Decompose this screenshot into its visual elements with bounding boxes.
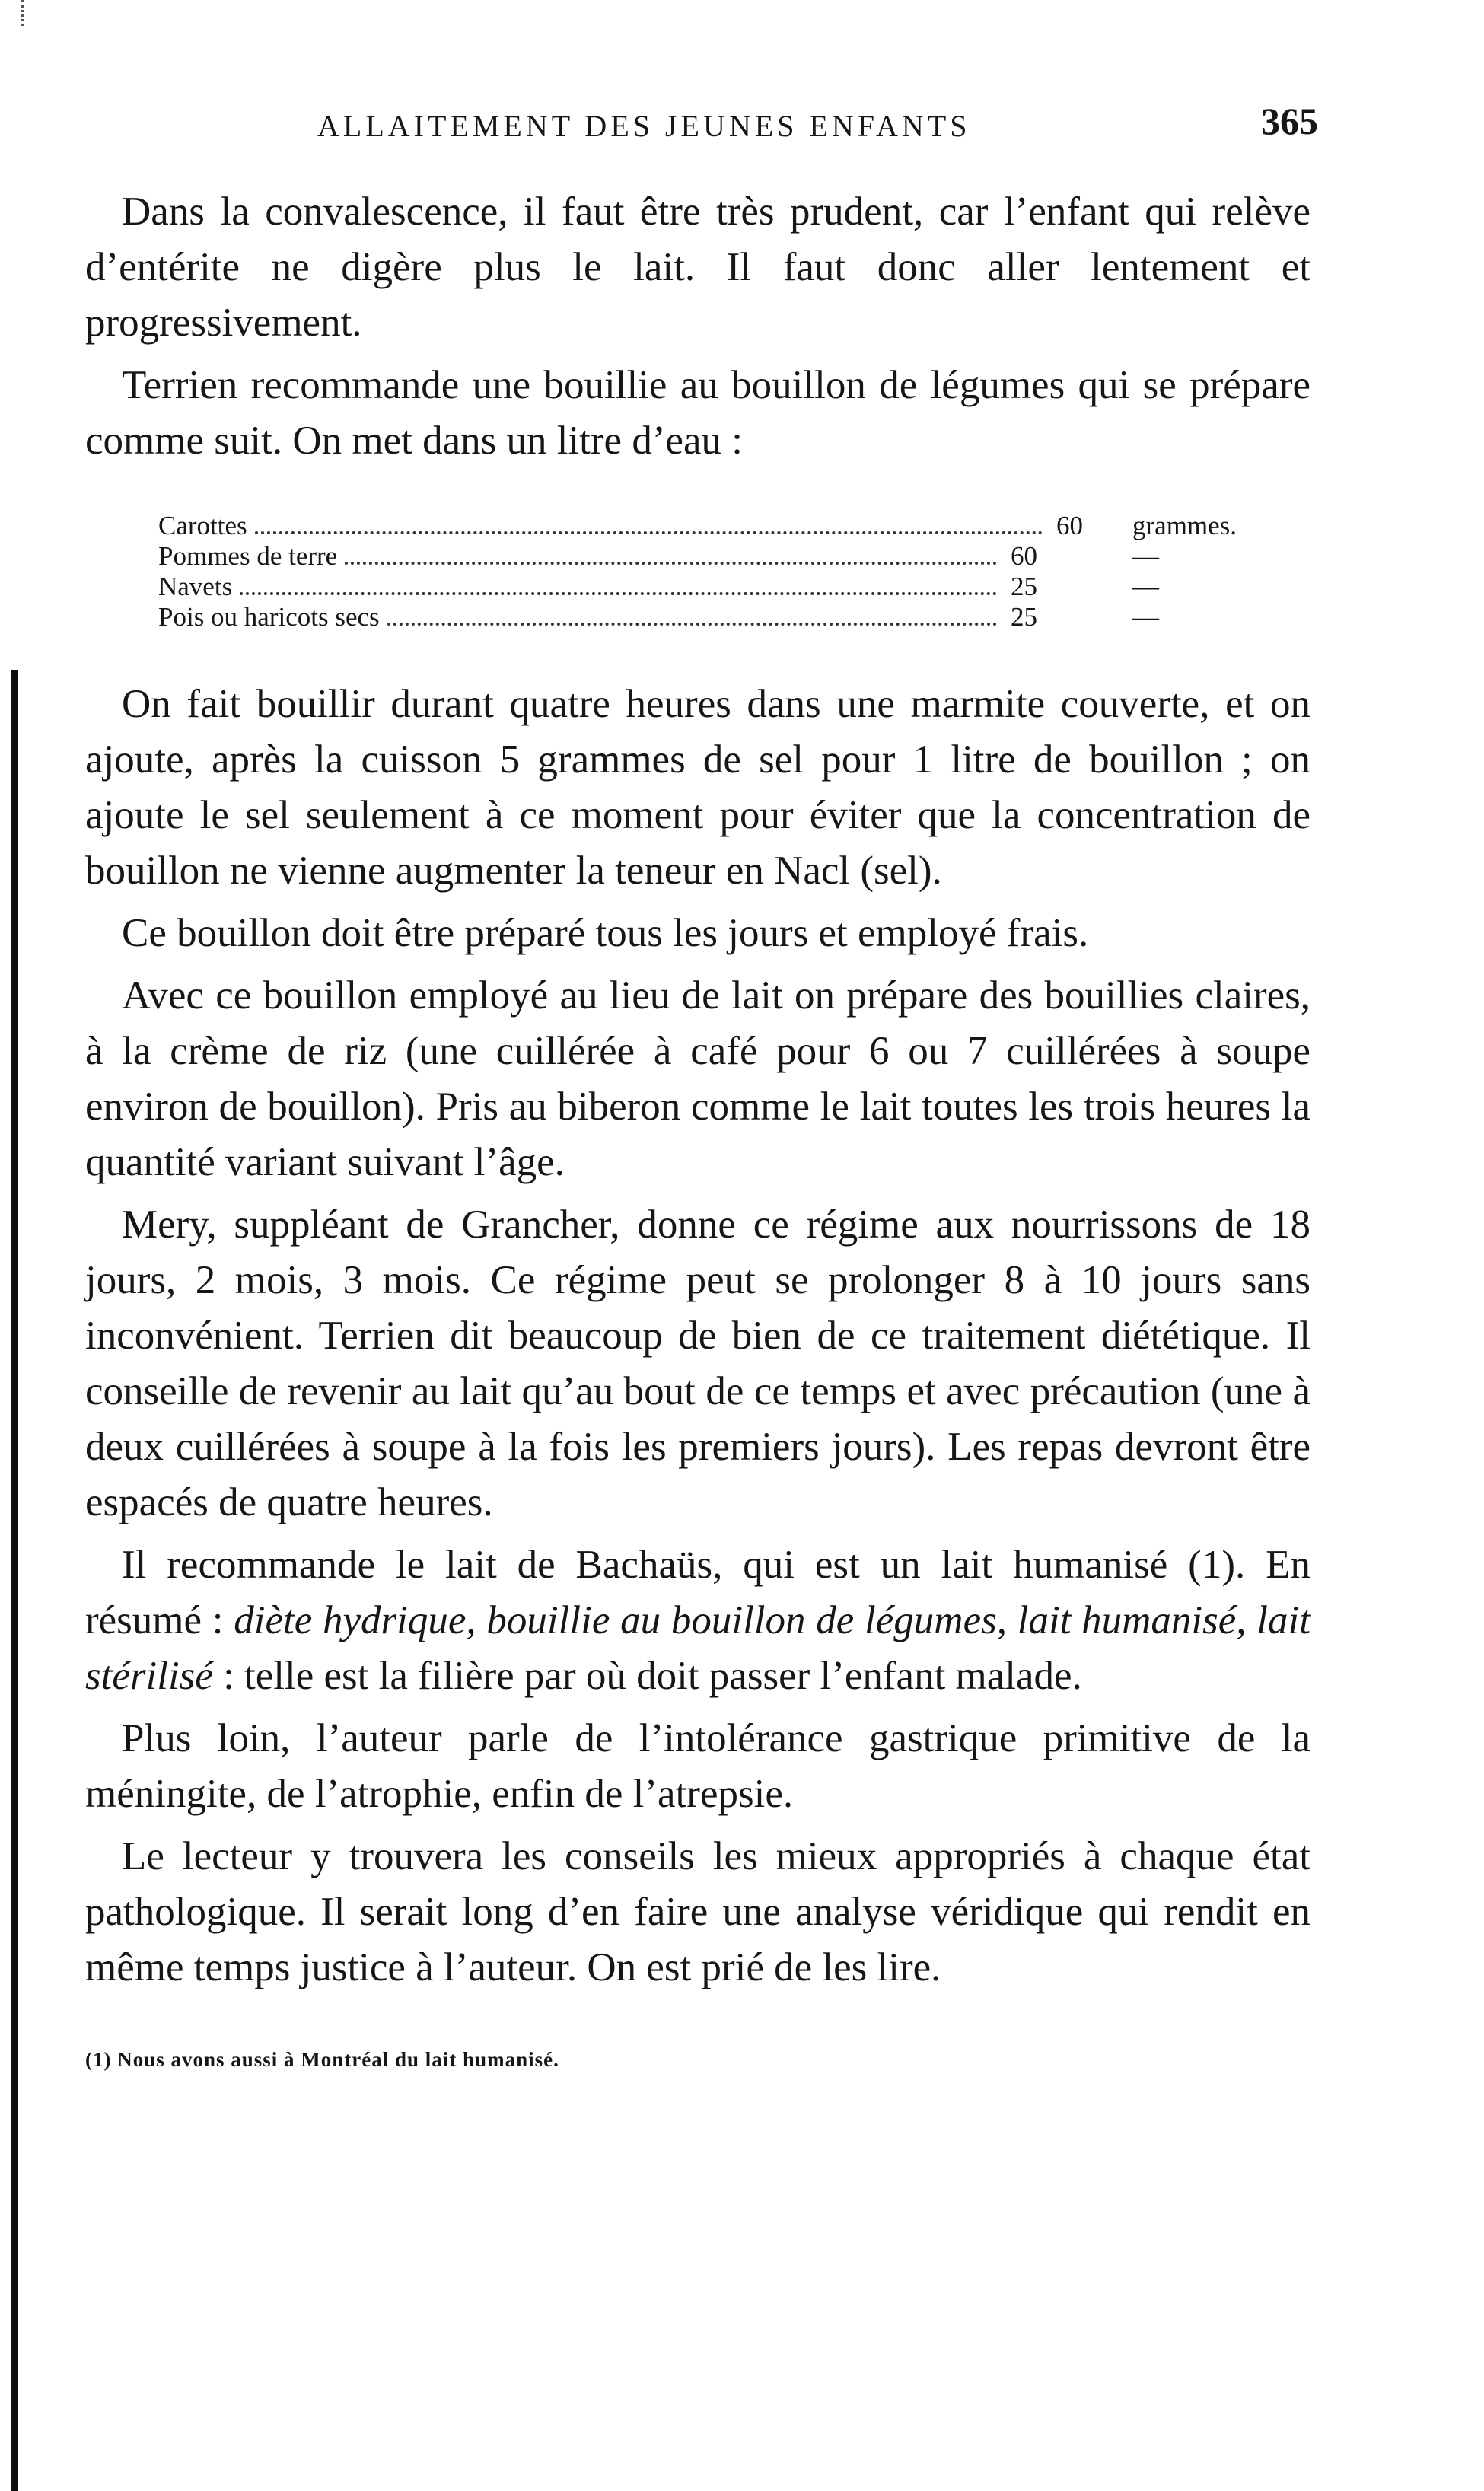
paragraph-reader: Le lecteur y trouvera les conseils les mieux appropriés à chaque état pathologique. Il serait long d’en faire une analyse véridique qui rendit en même temps justice à l’auteur. On est prié de les lire. [85, 1834, 1310, 1989]
ingredient-name: Pois ou haricots secs [158, 602, 380, 632]
ingredient-quantity: 60 [1011, 541, 1037, 571]
running-head [85, 91, 1318, 167]
footnote-spacer [85, 2002, 1310, 2048]
ingredient-row [158, 572, 1300, 602]
paragraph-bouillies: Avec ce bouillon employé au lieu de lait on prépare des bouillies claires, à la crème de riz (une cuillérée à café pour 6 ou 7 cuillérées à soupe environ de bouillon). Pris au biberon comme le lait toutes les trois heures la quantité variant suivant l’âge. [85, 973, 1310, 1184]
ingredient-name: Pommes de terre [158, 541, 338, 571]
paragraph-summary [85, 1537, 1310, 1704]
ingredient-unit: — [1132, 541, 1159, 571]
leader-dots [387, 623, 997, 626]
paragraph-intolerance: Plus loin, l’auteur parle de l’intolérance gastrique primitive de la méningite, de l’atrophie, enfin de l’atrepsie. [85, 1716, 1310, 1816]
summary-outro: : telle est la filière par où doit passer l’enfant malade. [212, 1654, 1082, 1698]
ingredient-quantity: 25 [1011, 602, 1037, 632]
scan-speck [21, 0, 31, 26]
paragraph-terrien-recipe: Terrien recommande une bouillie au bouillon de légumes qui se prépare comme suit. On met dans un litre d’eau : [85, 363, 1310, 463]
ingredient-row [158, 602, 1300, 632]
leader-dots [345, 562, 997, 565]
paragraph-mery: Mery, suppléant de Grancher, donne ce régime aux nourrissons de 18 jours, 2 mois, 3 mois. Ce régime peut se prolonger 8 à 10 jours sans inconvénient. Terrien dit beaucoup de bien de ce traitement diététique. Il conseille de revenir au lait qu’au bout de ce temps et avec précaution (une à deux cuillérées à soupe à la fois les premiers jours). Les repas devront être espacés de quatre heures. [85, 1202, 1310, 1524]
book-page [85, 91, 1318, 2072]
ingredient-unit: — [1132, 602, 1159, 632]
paragraph-cooking: On fait bouillir durant quatre heures dans une marmite couverte, et on ajoute, après la cuisson 5 grammes de sel pour 1 litre de bouillon ; on ajoute le sel seulement à ce moment pour éviter que la concentration de bouillon ne vienne augmenter la teneur en Nacl (sel). [85, 682, 1310, 893]
ingredient-unit: — [1132, 572, 1159, 601]
summary-italic: diète hydrique, bouillie au bouillon de légumes, lait humanisé, lait stérilisé [85, 1598, 1310, 1698]
running-title: ALLAITEMENT DES JEUNES ENFANTS [317, 109, 971, 143]
footnote: (1) Nous avons aussi à Montréal du lait humanisé. [85, 2048, 559, 2071]
book-spine-shadow [11, 670, 18, 2491]
ingredient-name: Carottes [158, 511, 247, 540]
ingredient-name: Navets [158, 572, 233, 601]
ingredient-row [158, 511, 1300, 541]
ingredient-row [158, 541, 1300, 572]
ingredient-quantity: 25 [1011, 572, 1037, 601]
leader-dots [240, 592, 997, 595]
ingredient-unit: grammes. [1132, 511, 1237, 540]
ingredient-quantity: 60 [1056, 511, 1083, 540]
page-number: 365 [1261, 100, 1318, 142]
summary-intro: Il recommande le lait de Bachaüs, qui est un lait humanisé (1). En résumé : [85, 1543, 1310, 1642]
ingredient-list [158, 511, 1300, 632]
paragraph-convalescence: Dans la convalescence, il faut être très prudent, car l’enfant qui relève d’entérite ne digère plus le lait. Il faut donc aller lentement et progressivement. [85, 190, 1310, 345]
leader-dots [255, 531, 1043, 534]
paragraph-fresh: Ce bouillon doit être préparé tous les jours et employé frais. [122, 911, 1089, 955]
